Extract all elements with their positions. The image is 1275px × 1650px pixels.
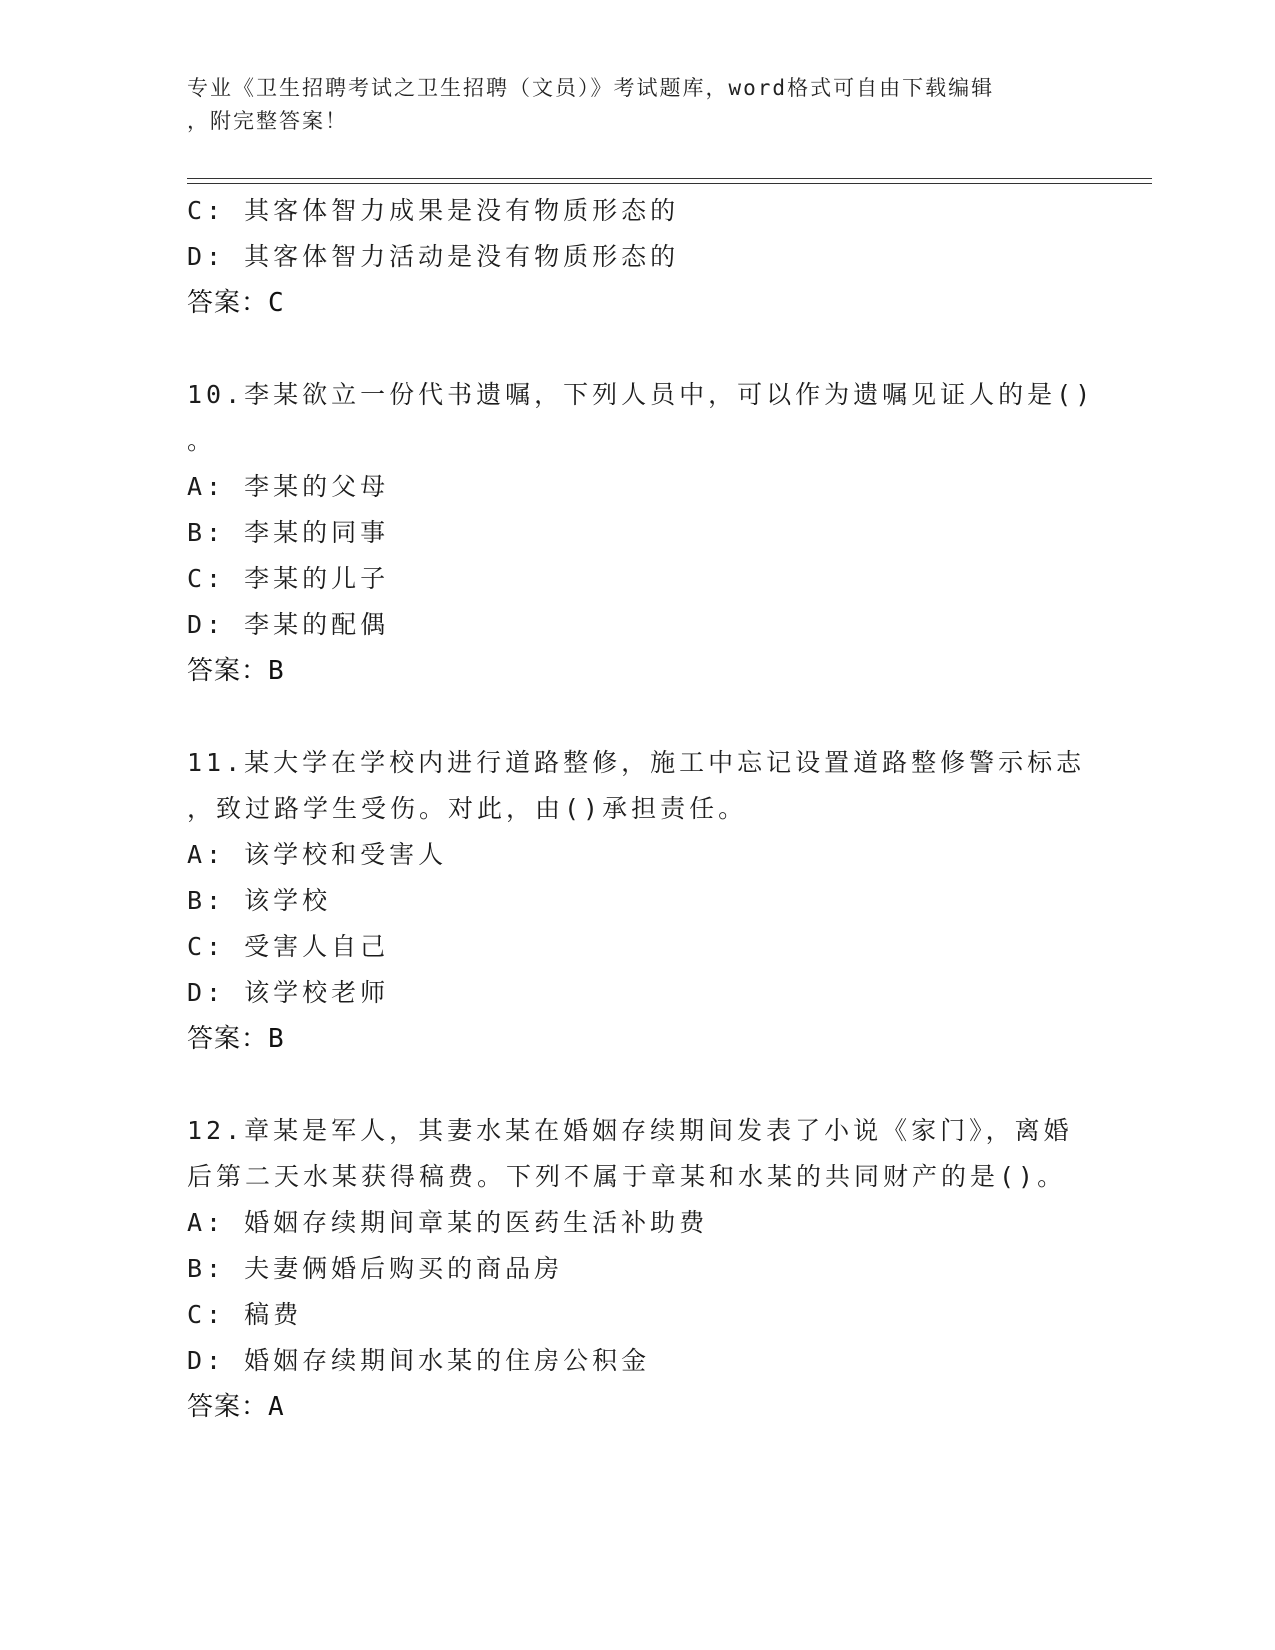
question-stem-line: 后第二天水某获得稿费。下列不属于章某和水某的共同财产的是()。 xyxy=(187,1162,1067,1191)
header-line-2: ，附完整答案！ xyxy=(187,109,348,133)
question-stem-line: 10.李某欲立一份代书遗嘱，下列人员中，可以作为遗嘱见证人的是() xyxy=(187,380,1095,409)
document-header xyxy=(187,72,1067,138)
option-a: A: 李某的父母 xyxy=(187,472,390,501)
option-a: A: 该学校和受害人 xyxy=(187,840,448,869)
question-stem-line: 11.某大学在学校内进行道路整修，施工中忘记设置道路整修警示标志 xyxy=(187,748,1086,777)
answer: 答案：B xyxy=(187,656,285,686)
question-10 xyxy=(187,372,1095,694)
question-stem-line: 。 xyxy=(187,426,217,455)
option-c: C: 李某的儿子 xyxy=(187,564,390,593)
header-divider-bottom xyxy=(187,183,1152,184)
option-a: A: 婚姻存续期间章某的医药生活补助费 xyxy=(187,1208,709,1237)
spacer xyxy=(187,694,1087,740)
prev-option-c: C: 其客体智力成果是没有物质形态的 xyxy=(187,196,680,225)
header-divider-top xyxy=(187,178,1152,179)
answer: 答案：B xyxy=(187,1024,285,1054)
header-line-1: 专业《卫生招聘考试之卫生招聘（文员）》考试题库，word格式可自由下载编辑 xyxy=(187,76,995,100)
question-11 xyxy=(187,740,1087,1062)
option-d: D: 该学校老师 xyxy=(187,978,390,1007)
question-content xyxy=(187,188,1095,1430)
option-b: B: 李某的同事 xyxy=(187,518,390,547)
question-stem-line: ，致过路学生受伤。对此，由()承担责任。 xyxy=(187,794,748,823)
prev-option-d: D: 其客体智力活动是没有物质形态的 xyxy=(187,242,680,271)
spacer xyxy=(187,1062,1087,1108)
option-d: D: 婚姻存续期间水某的住房公积金 xyxy=(187,1346,651,1375)
answer: 答案：A xyxy=(187,1392,285,1422)
spacer xyxy=(187,326,1087,372)
option-b: B: 夫妻俩婚后购买的商品房 xyxy=(187,1254,564,1283)
question-12 xyxy=(187,1108,1087,1430)
option-b: B: 该学校 xyxy=(187,886,332,915)
question-stem-line: 12.章某是军人，其妻水某在婚姻存续期间发表了小说《家门》，离婚 xyxy=(187,1116,1073,1145)
option-c: C: 受害人自己 xyxy=(187,932,390,961)
option-c: C: 稿费 xyxy=(187,1300,303,1329)
prev-answer: 答案：C xyxy=(187,288,285,318)
option-d: D: 李某的配偶 xyxy=(187,610,390,639)
